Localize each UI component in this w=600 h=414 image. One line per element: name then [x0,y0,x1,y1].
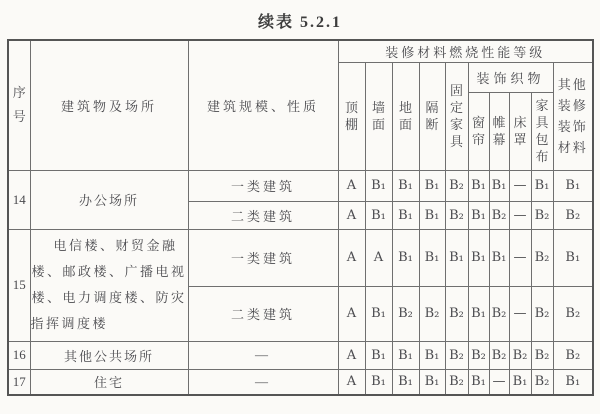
header-curtain-label: 窗帘 [471,114,485,147]
grade-cell: — [509,229,531,286]
grade-cell: B₂ [489,201,509,229]
grade-cell: — [509,170,531,201]
grade-cell: B₁ [419,229,445,286]
grade-cell: B₂ [445,341,468,369]
header-curtain [468,92,489,170]
grade-cell: B₁ [489,170,509,201]
header-scale: 建筑规模、性质 [188,40,338,170]
table-row [8,341,593,369]
grade-cell: — [489,369,509,395]
grade-cell: B₁ [365,286,392,341]
header-material-grade-group: 装修材料燃烧性能等级 [338,40,593,62]
grade-cell: B₁ [509,369,531,395]
grade-cell: B₂ [489,286,509,341]
grade-cell: B₁ [365,341,392,369]
header-serial-label: 序号 [12,84,26,125]
header-partition [419,62,445,170]
grade-cell: B₁ [392,369,419,395]
grade-cell: B₂ [445,170,468,201]
scale-cell: — [188,341,338,369]
header-wall-label: 墙面 [371,99,385,132]
grade-cell: B₁ [392,229,419,286]
grade-cell: B₂ [553,286,593,341]
grade-cell: B₁ [365,201,392,229]
scale-cell: — [188,369,338,395]
grade-cell: B₂ [531,341,553,369]
page-title: 续表 5.2.1 [257,14,342,31]
grade-cell: B₁ [365,170,392,201]
header-drapery [489,92,509,170]
grade-cell: B₁ [392,170,419,201]
grade-cell: B₂ [445,369,468,395]
grade-cell: B₁ [468,201,489,229]
header-bedspread [509,92,531,170]
grade-cell: B₂ [531,286,553,341]
table-row [8,229,593,286]
serial-cell: 17 [8,369,30,395]
grade-cell: B₁ [468,369,489,395]
grade-cell: A [338,170,365,201]
header-floor [392,62,419,170]
grade-cell: B₂ [531,229,553,286]
grade-cell: A [338,286,365,341]
grade-cell: B₁ [392,341,419,369]
serial-cell: 16 [8,341,30,369]
header-upholstery [531,92,553,170]
grade-cell: B₁ [531,170,553,201]
scale-cell: 二类建筑 [188,201,338,229]
grade-cell: B₁ [419,369,445,395]
grade-cell: B₁ [419,201,445,229]
scale-cell: 一类建筑 [188,229,338,286]
place-cell: 住宅 [30,369,188,395]
grade-cell: B₁ [419,341,445,369]
scale-cell: 二类建筑 [188,286,338,341]
header-bedspread-label: 床罩 [513,114,527,147]
serial-cell: 15 [8,229,30,341]
header-ceiling-label: 顶棚 [344,99,358,132]
header-ceiling [338,62,365,170]
header-upholstery-label: 家具包布 [535,97,549,165]
header-fixed-furniture [445,62,468,170]
grade-cell: A [338,341,365,369]
table-row [8,170,593,201]
serial-cell: 14 [8,170,30,229]
grade-cell: B₂ [531,369,553,395]
header-fabric-group: 装饰织物 [468,62,553,92]
grade-cell: B₂ [392,286,419,341]
header-other-materials-label: 其他装修装饰材料 [557,76,588,156]
place-cell: 办公场所 [30,170,188,229]
header-wall [365,62,392,170]
grade-cell: B₂ [531,201,553,229]
grade-cell: B₂ [419,286,445,341]
grade-cell: A [338,369,365,395]
header-floor-label: 地面 [398,99,412,132]
grade-cell: B₁ [489,229,509,286]
header-other-materials [553,62,593,170]
grade-cell: — [509,201,531,229]
grade-cell: B₁ [468,286,489,341]
scale-cell: 一类建筑 [188,170,338,201]
grade-cell: A [338,201,365,229]
place-cell: 其他公共场所 [30,341,188,369]
grade-cell: B₁ [419,170,445,201]
grade-cell: B₁ [553,170,593,201]
grade-cell: B₁ [392,201,419,229]
grade-cell: B₁ [553,369,593,395]
header-partition-label: 隔断 [425,99,439,132]
fire-performance-table [7,39,594,396]
header-fixed-furniture-label: 固定家具 [449,82,463,150]
table-row [8,369,593,395]
header-serial [8,40,30,170]
grade-cell: B₂ [468,341,489,369]
grade-cell: A [338,229,365,286]
grade-cell: B₁ [468,170,489,201]
grade-cell: B₂ [489,341,509,369]
grade-cell: A [365,229,392,286]
grade-cell: B₁ [553,229,593,286]
grade-cell: B₂ [553,341,593,369]
grade-cell: B₁ [445,229,468,286]
grade-cell: B₂ [509,341,531,369]
grade-cell: B₁ [468,229,489,286]
grade-cell: B₂ [553,201,593,229]
grade-cell: — [509,286,531,341]
place-cell: 电信楼、财贸金融楼、邮政楼、广播电视楼、电力调度楼、防灾指挥调度楼 [30,229,188,341]
header-building: 建筑物及场所 [30,40,188,170]
grade-cell: B₁ [365,369,392,395]
grade-cell: B₂ [445,286,468,341]
grade-cell: B₂ [445,201,468,229]
header-drapery-label: 帷幕 [492,114,506,147]
